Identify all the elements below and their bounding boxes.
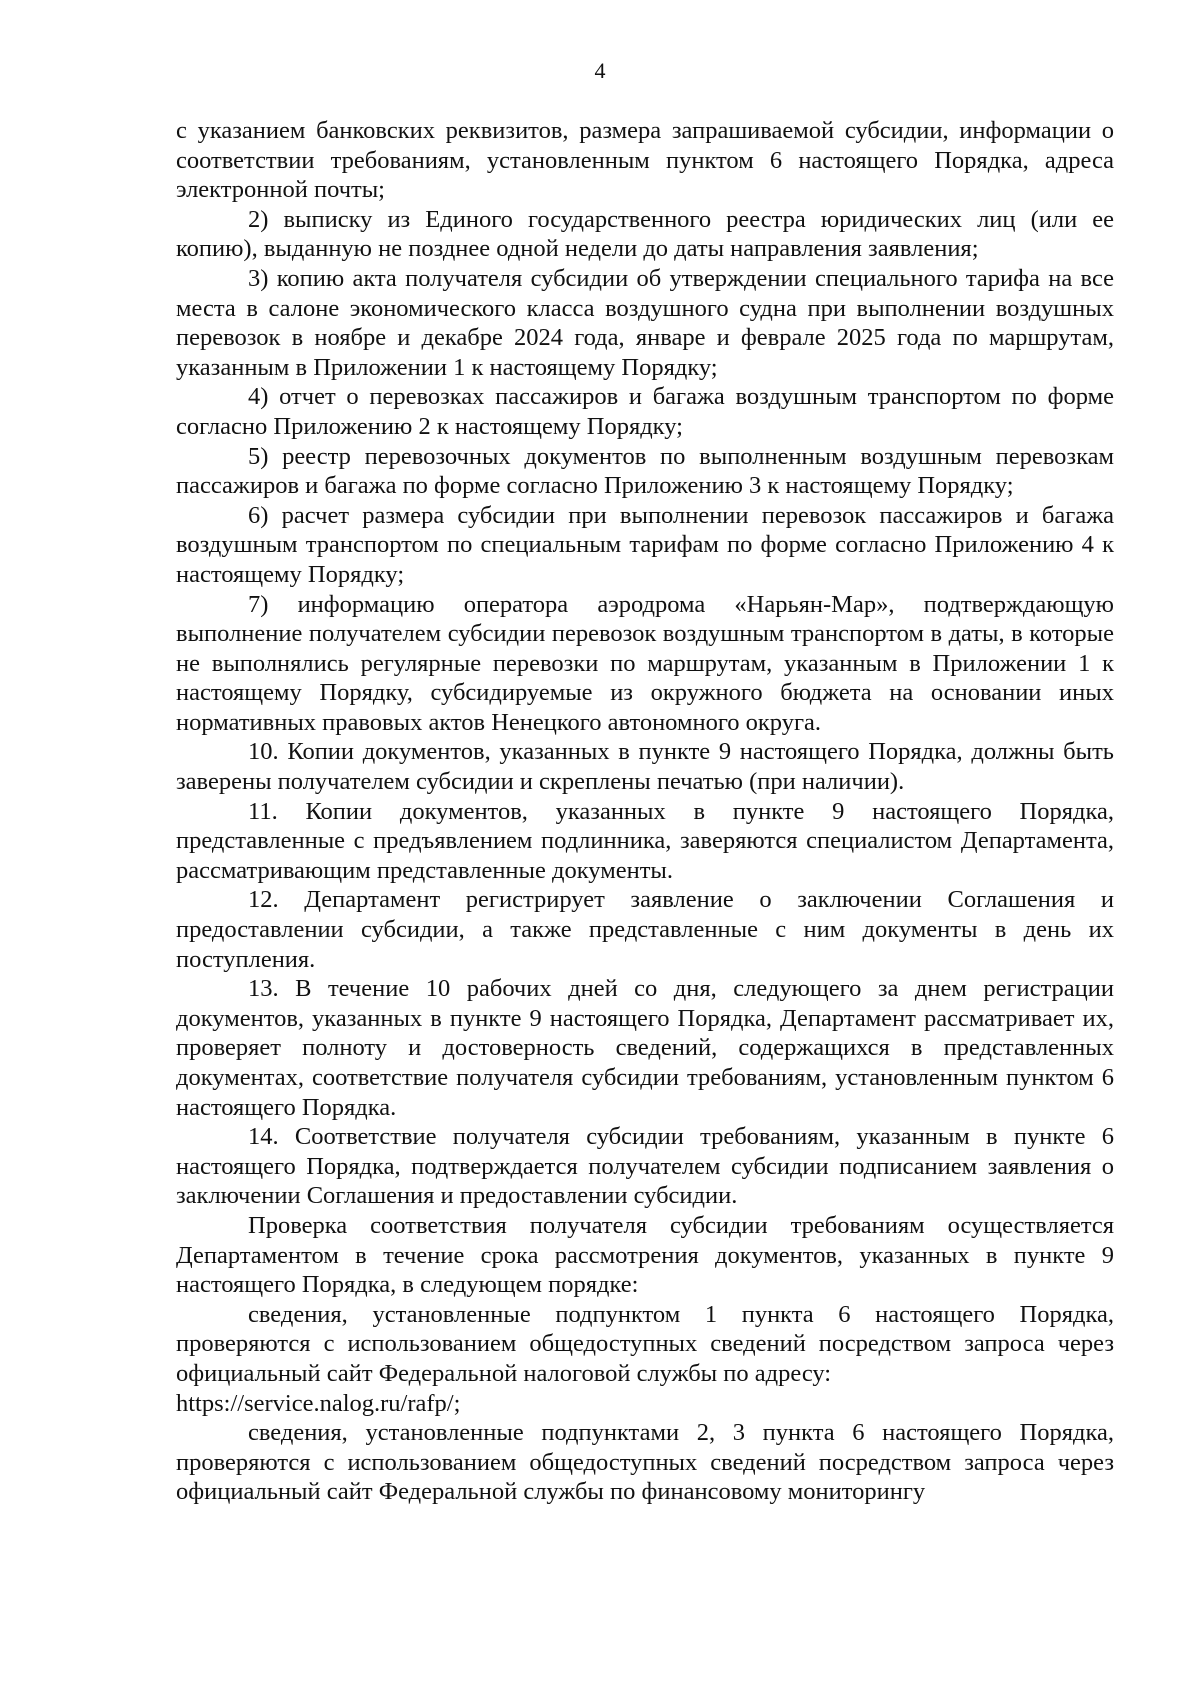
clause-11: 11. Копии документов, указанных в пункте 9 настоящего Порядка, представленные с предъявлением подлинника, заверяются специалистом Департамента, рассматривающим представленные документы. [176, 797, 1114, 884]
list-item-5: 5) реестр перевозочных документов по выполненным воздушным перевозкам пассажиров и багажа по форме согласно Приложению 3 к настоящему Порядку; [176, 442, 1114, 500]
list-item-7: 7) информацию оператора аэродрома «Нарьян-Мар», подтверждающую выполнение получателем субсидии перевозок воздушным транспортом в даты, в которые не выполнялись регулярные перевозки по маршрутам, указанным в Приложении 1 к настоящему Порядку, субсидируемые из окружного бюджета на основании иных нормативных правовых актов Ненецкого автономного округа. [176, 590, 1114, 736]
page-number: 4 [594, 58, 606, 83]
clause-10: 10. Копии документов, указанных в пункте 9 настоящего Порядка, должны быть заверены получателем субсидии и скреплены печатью (при наличии). [176, 738, 1114, 796]
clause-12: 12. Департамент регистрирует заявление о заключении Соглашения и предоставлении субсидии, а также представленные с ним документы в день их поступления. [176, 886, 1114, 973]
list-item-2: 2) выписку из Единого государственного реестра юридических лиц (или ее копию), выданную не позднее одной недели до даты направления заявления; [176, 205, 1114, 263]
paragraph-continuation: с указанием банковских реквизитов, размера запрашиваемой субсидии, информации о соответствии требованиям, установленным пунктом 6 настоящего Порядка, адреса электронной почты; [176, 117, 1114, 204]
list-item-3: 3) копию акта получателя субсидии об утверждении специального тарифа на все места в салоне экономического класса воздушного судна при выполнении воздушных перевозок в ноябре и декабре 2024 года, январе и феврале 2025 года по маршрутам, указанным в Приложении 1 к настоящему Порядку; [176, 264, 1114, 381]
verification-item-1: сведения, установленные подпунктом 1 пункта 6 настоящего Порядка, проверяются с использованием общедоступных сведений посредством запроса через официальный сайт Федеральной налоговой службы по адресу: [176, 1300, 1114, 1387]
list-item-6: 6) расчет размера субсидии при выполнении перевозок пассажиров и багажа воздушным транспортом по специальным тарифам по форме согласно Приложению 4 к настоящему Порядку; [176, 501, 1114, 588]
tax-service-url: https://service.nalog.ru/rafp/; [176, 1389, 461, 1417]
clause-14: 14. Соответствие получателя субсидии требованиям, указанным в пункте 6 настоящего Порядка, подтверждается получателем субсидии подписанием заявления о заключении Соглашения и предоставлении субсидии. [176, 1123, 1114, 1210]
document-body [176, 116, 1114, 1507]
clause-13: 13. В течение 10 рабочих дней со дня, следующего за днем регистрации документов, указанных в пункте 9 настоящего Порядка, Департамент рассматривает их, проверяет полноту и достоверность сведений, содержащихся в представленных документах, соответствие получателя субсидии требованиям, установленным пунктом 6 настоящего Порядка. [176, 975, 1114, 1121]
list-item-4: 4) отчет о перевозках пассажиров и багажа воздушным транспортом по форме согласно Приложению 2 к настоящему Порядку; [176, 383, 1114, 440]
verification-intro: Проверка соответствия получателя субсидии требованиям осуществляется Департаментом в течение срока рассмотрения документов, указанных в пункте 9 настоящего Порядка, в следующем порядке: [176, 1211, 1114, 1299]
verification-item-2: сведения, установленные подпунктами 2, 3 пункта 6 настоящего Порядка, проверяются с использованием общедоступных сведений посредством запроса через официальный сайт Федеральной службы по финансовому мониторингу [176, 1419, 1114, 1506]
